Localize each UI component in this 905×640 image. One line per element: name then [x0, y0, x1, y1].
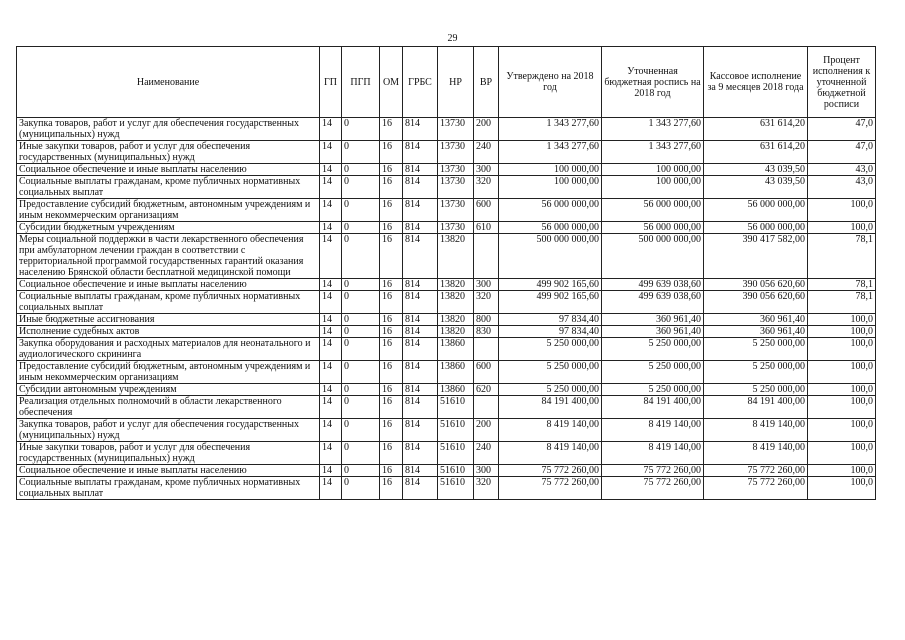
cell-grbs: 814 — [403, 465, 438, 477]
table-body — [17, 118, 876, 500]
cell-om: 16 — [380, 419, 403, 442]
cell-pgp: 0 — [342, 326, 380, 338]
budget-table — [16, 46, 876, 500]
cell-om: 16 — [380, 222, 403, 234]
cell-grbs: 814 — [403, 118, 438, 141]
cell-percent: 100,0 — [808, 314, 876, 326]
cell-grbs: 814 — [403, 477, 438, 500]
cell-refined: 360 961,40 — [602, 314, 704, 326]
page-number: 29 — [447, 33, 458, 44]
table-row — [17, 291, 876, 314]
cell-pgp: 0 — [342, 477, 380, 500]
cell-name: Закупка товаров, работ и услуг для обеспечения государственных (муниципальных) нужд — [17, 419, 320, 442]
cell-executed: 8 419 140,00 — [704, 419, 808, 442]
cell-vr: 610 — [474, 222, 499, 234]
cell-gp: 14 — [320, 164, 342, 176]
cell-grbs: 814 — [403, 234, 438, 279]
cell-vr: 600 — [474, 199, 499, 222]
cell-name: Субсидии бюджетным учреждениям — [17, 222, 320, 234]
cell-refined: 75 772 260,00 — [602, 477, 704, 500]
table-row — [17, 314, 876, 326]
table-row — [17, 234, 876, 279]
cell-approved: 5 250 000,00 — [499, 384, 602, 396]
table-row — [17, 396, 876, 419]
cell-om: 16 — [380, 396, 403, 419]
cell-refined: 5 250 000,00 — [602, 384, 704, 396]
cell-om: 16 — [380, 361, 403, 384]
cell-executed: 631 614,20 — [704, 141, 808, 164]
cell-grbs: 814 — [403, 164, 438, 176]
cell-pgp: 0 — [342, 141, 380, 164]
cell-nr: 51610 — [438, 477, 474, 500]
cell-approved: 499 902 165,60 — [499, 279, 602, 291]
cell-pgp: 0 — [342, 291, 380, 314]
cell-approved: 97 834,40 — [499, 314, 602, 326]
column-header-percent: Процент исполнения к уточненной бюджетной росписи — [808, 47, 876, 118]
cell-pgp: 0 — [342, 442, 380, 465]
cell-approved: 8 419 140,00 — [499, 419, 602, 442]
cell-percent: 43,0 — [808, 176, 876, 199]
cell-percent: 100,0 — [808, 361, 876, 384]
table-row — [17, 338, 876, 361]
cell-om: 16 — [380, 465, 403, 477]
cell-name: Социальное обеспечение и иные выплаты населению — [17, 164, 320, 176]
cell-om: 16 — [380, 326, 403, 338]
cell-executed: 43 039,50 — [704, 176, 808, 199]
cell-grbs: 814 — [403, 419, 438, 442]
cell-grbs: 814 — [403, 222, 438, 234]
cell-vr: 320 — [474, 176, 499, 199]
cell-nr: 13820 — [438, 234, 474, 279]
cell-percent: 78,1 — [808, 279, 876, 291]
cell-grbs: 814 — [403, 361, 438, 384]
cell-om: 16 — [380, 291, 403, 314]
cell-om: 16 — [380, 279, 403, 291]
cell-name: Исполнение судебных актов — [17, 326, 320, 338]
cell-nr: 51610 — [438, 419, 474, 442]
table-row — [17, 222, 876, 234]
cell-gp: 14 — [320, 326, 342, 338]
cell-gp: 14 — [320, 222, 342, 234]
cell-vr: 320 — [474, 477, 499, 500]
table-row — [17, 118, 876, 141]
cell-percent: 78,1 — [808, 291, 876, 314]
cell-vr — [474, 338, 499, 361]
cell-vr — [474, 396, 499, 419]
cell-pgp: 0 — [342, 465, 380, 477]
cell-executed: 56 000 000,00 — [704, 199, 808, 222]
cell-gp: 14 — [320, 361, 342, 384]
cell-percent: 100,0 — [808, 465, 876, 477]
cell-executed: 75 772 260,00 — [704, 477, 808, 500]
table-row — [17, 477, 876, 500]
cell-percent: 100,0 — [808, 326, 876, 338]
cell-vr: 240 — [474, 442, 499, 465]
table-row — [17, 164, 876, 176]
cell-nr: 13730 — [438, 176, 474, 199]
cell-om: 16 — [380, 118, 403, 141]
cell-vr: 240 — [474, 141, 499, 164]
cell-name: Субсидии автономным учреждениям — [17, 384, 320, 396]
cell-refined: 5 250 000,00 — [602, 338, 704, 361]
cell-executed: 5 250 000,00 — [704, 384, 808, 396]
cell-om: 16 — [380, 314, 403, 326]
cell-refined: 500 000 000,00 — [602, 234, 704, 279]
cell-gp: 14 — [320, 291, 342, 314]
cell-executed: 390 417 582,00 — [704, 234, 808, 279]
cell-gp: 14 — [320, 338, 342, 361]
cell-refined: 1 343 277,60 — [602, 141, 704, 164]
cell-name: Меры социальной поддержки в части лекарственного обеспечения при амбулаторном лечении граждан в соответствии с территориальной программой государственных гарантий оказания населению Брянской области бесплатной медицинской помощи — [17, 234, 320, 279]
cell-nr: 13860 — [438, 361, 474, 384]
cell-pgp: 0 — [342, 338, 380, 361]
cell-vr: 600 — [474, 361, 499, 384]
column-header-om: ОМ — [380, 47, 403, 118]
cell-gp: 14 — [320, 176, 342, 199]
cell-grbs: 814 — [403, 384, 438, 396]
cell-grbs: 814 — [403, 396, 438, 419]
cell-percent: 100,0 — [808, 419, 876, 442]
cell-name: Закупка товаров, работ и услуг для обеспечения государственных (муниципальных) нужд — [17, 118, 320, 141]
cell-grbs: 814 — [403, 314, 438, 326]
cell-nr: 13820 — [438, 326, 474, 338]
cell-name: Закупка оборудования и расходных материалов для неонатального и аудиологического скрининга — [17, 338, 320, 361]
cell-executed: 5 250 000,00 — [704, 338, 808, 361]
cell-om: 16 — [380, 234, 403, 279]
cell-gp: 14 — [320, 279, 342, 291]
cell-percent: 100,0 — [808, 222, 876, 234]
cell-om: 16 — [380, 199, 403, 222]
cell-percent: 100,0 — [808, 477, 876, 500]
cell-percent: 100,0 — [808, 396, 876, 419]
cell-nr: 13860 — [438, 384, 474, 396]
cell-pgp: 0 — [342, 234, 380, 279]
cell-approved: 84 191 400,00 — [499, 396, 602, 419]
cell-name: Социальное обеспечение и иные выплаты населению — [17, 465, 320, 477]
cell-pgp: 0 — [342, 419, 380, 442]
column-header-executed: Кассовое исполнение за 9 месяцев 2018 года — [704, 47, 808, 118]
column-header-vr: ВР — [474, 47, 499, 118]
column-header-gp: ГП — [320, 47, 342, 118]
cell-nr: 51610 — [438, 465, 474, 477]
cell-nr: 13820 — [438, 291, 474, 314]
cell-gp: 14 — [320, 141, 342, 164]
cell-grbs: 814 — [403, 176, 438, 199]
cell-grbs: 814 — [403, 279, 438, 291]
cell-vr: 320 — [474, 291, 499, 314]
cell-approved: 5 250 000,00 — [499, 361, 602, 384]
cell-executed: 56 000 000,00 — [704, 222, 808, 234]
cell-executed: 390 056 620,60 — [704, 279, 808, 291]
cell-gp: 14 — [320, 199, 342, 222]
cell-gp: 14 — [320, 477, 342, 500]
table-row — [17, 176, 876, 199]
cell-nr: 13730 — [438, 222, 474, 234]
cell-grbs: 814 — [403, 291, 438, 314]
cell-nr: 13730 — [438, 199, 474, 222]
cell-percent: 47,0 — [808, 141, 876, 164]
table-row — [17, 419, 876, 442]
cell-name: Иные бюджетные ассигнования — [17, 314, 320, 326]
cell-executed: 84 191 400,00 — [704, 396, 808, 419]
cell-refined: 499 639 038,60 — [602, 279, 704, 291]
cell-name: Социальные выплаты гражданам, кроме публичных нормативных социальных выплат — [17, 291, 320, 314]
cell-nr: 51610 — [438, 442, 474, 465]
cell-refined: 8 419 140,00 — [602, 442, 704, 465]
cell-percent: 43,0 — [808, 164, 876, 176]
cell-vr — [474, 234, 499, 279]
cell-refined: 499 639 038,60 — [602, 291, 704, 314]
cell-gp: 14 — [320, 384, 342, 396]
cell-pgp: 0 — [342, 396, 380, 419]
cell-approved: 5 250 000,00 — [499, 338, 602, 361]
cell-nr: 13730 — [438, 164, 474, 176]
cell-approved: 8 419 140,00 — [499, 442, 602, 465]
cell-percent: 78,1 — [808, 234, 876, 279]
cell-gp: 14 — [320, 118, 342, 141]
cell-om: 16 — [380, 338, 403, 361]
cell-percent: 100,0 — [808, 199, 876, 222]
cell-grbs: 814 — [403, 199, 438, 222]
cell-vr: 300 — [474, 465, 499, 477]
cell-vr: 200 — [474, 118, 499, 141]
cell-gp: 14 — [320, 419, 342, 442]
cell-nr: 13730 — [438, 118, 474, 141]
cell-executed: 360 961,40 — [704, 314, 808, 326]
cell-pgp: 0 — [342, 176, 380, 199]
cell-refined: 360 961,40 — [602, 326, 704, 338]
cell-percent: 47,0 — [808, 118, 876, 141]
cell-refined: 75 772 260,00 — [602, 465, 704, 477]
cell-vr: 800 — [474, 314, 499, 326]
cell-percent: 100,0 — [808, 442, 876, 465]
column-header-grbs: ГРБС — [403, 47, 438, 118]
cell-approved: 75 772 260,00 — [499, 465, 602, 477]
cell-om: 16 — [380, 442, 403, 465]
cell-refined: 56 000 000,00 — [602, 222, 704, 234]
cell-refined: 5 250 000,00 — [602, 361, 704, 384]
cell-percent: 100,0 — [808, 338, 876, 361]
table-row — [17, 384, 876, 396]
cell-approved: 1 343 277,60 — [499, 141, 602, 164]
cell-approved: 100 000,00 — [499, 164, 602, 176]
cell-grbs: 814 — [403, 338, 438, 361]
cell-executed: 8 419 140,00 — [704, 442, 808, 465]
cell-pgp: 0 — [342, 118, 380, 141]
cell-pgp: 0 — [342, 222, 380, 234]
cell-name: Социальные выплаты гражданам, кроме публичных нормативных социальных выплат — [17, 176, 320, 199]
cell-gp: 14 — [320, 396, 342, 419]
cell-om: 16 — [380, 176, 403, 199]
table-header — [17, 47, 876, 118]
cell-approved: 499 902 165,60 — [499, 291, 602, 314]
cell-executed: 631 614,20 — [704, 118, 808, 141]
cell-approved: 56 000 000,00 — [499, 199, 602, 222]
cell-executed: 43 039,50 — [704, 164, 808, 176]
cell-vr: 830 — [474, 326, 499, 338]
cell-refined: 100 000,00 — [602, 164, 704, 176]
cell-name: Иные закупки товаров, работ и услуг для обеспечения государственных (муниципальных) нужд — [17, 442, 320, 465]
table-row — [17, 361, 876, 384]
cell-nr: 13860 — [438, 338, 474, 361]
table-row — [17, 199, 876, 222]
cell-refined: 8 419 140,00 — [602, 419, 704, 442]
cell-vr: 200 — [474, 419, 499, 442]
cell-approved: 1 343 277,60 — [499, 118, 602, 141]
column-header-name: Наименование — [17, 47, 320, 118]
column-header-approved: Утверждено на 2018 год — [499, 47, 602, 118]
cell-executed: 360 961,40 — [704, 326, 808, 338]
cell-refined: 84 191 400,00 — [602, 396, 704, 419]
column-header-refined: Уточненная бюджетная роспись на 2018 год — [602, 47, 704, 118]
cell-refined: 100 000,00 — [602, 176, 704, 199]
table-row — [17, 442, 876, 465]
cell-gp: 14 — [320, 234, 342, 279]
cell-refined: 1 343 277,60 — [602, 118, 704, 141]
cell-pgp: 0 — [342, 279, 380, 291]
cell-nr: 51610 — [438, 396, 474, 419]
cell-name: Социальные выплаты гражданам, кроме публичных нормативных социальных выплат — [17, 477, 320, 500]
cell-percent: 100,0 — [808, 384, 876, 396]
cell-pgp: 0 — [342, 199, 380, 222]
table-row — [17, 465, 876, 477]
cell-vr: 300 — [474, 279, 499, 291]
cell-pgp: 0 — [342, 164, 380, 176]
cell-approved: 56 000 000,00 — [499, 222, 602, 234]
cell-om: 16 — [380, 164, 403, 176]
cell-om: 16 — [380, 477, 403, 500]
cell-approved: 75 772 260,00 — [499, 477, 602, 500]
cell-grbs: 814 — [403, 326, 438, 338]
cell-name: Предоставление субсидий бюджетным, автономным учреждениям и иным некоммерческим организациям — [17, 361, 320, 384]
cell-om: 16 — [380, 384, 403, 396]
cell-pgp: 0 — [342, 361, 380, 384]
cell-grbs: 814 — [403, 442, 438, 465]
cell-pgp: 0 — [342, 314, 380, 326]
cell-gp: 14 — [320, 465, 342, 477]
cell-refined: 56 000 000,00 — [602, 199, 704, 222]
cell-executed: 5 250 000,00 — [704, 361, 808, 384]
cell-gp: 14 — [320, 314, 342, 326]
cell-om: 16 — [380, 141, 403, 164]
cell-name: Иные закупки товаров, работ и услуг для обеспечения государственных (муниципальных) нужд — [17, 141, 320, 164]
table-row — [17, 326, 876, 338]
cell-nr: 13820 — [438, 314, 474, 326]
cell-gp: 14 — [320, 442, 342, 465]
column-header-nr: НР — [438, 47, 474, 118]
table-row — [17, 141, 876, 164]
cell-approved: 97 834,40 — [499, 326, 602, 338]
cell-approved: 100 000,00 — [499, 176, 602, 199]
column-header-pgp: ПГП — [342, 47, 380, 118]
cell-nr: 13820 — [438, 279, 474, 291]
cell-grbs: 814 — [403, 141, 438, 164]
cell-name: Реализация отдельных полномочий в области лекарственного обеспечения — [17, 396, 320, 419]
cell-nr: 13730 — [438, 141, 474, 164]
table-row — [17, 279, 876, 291]
cell-name: Предоставление субсидий бюджетным, автономным учреждениям и иным некоммерческим организациям — [17, 199, 320, 222]
cell-approved: 500 000 000,00 — [499, 234, 602, 279]
cell-vr: 620 — [474, 384, 499, 396]
cell-name: Социальное обеспечение и иные выплаты населению — [17, 279, 320, 291]
cell-pgp: 0 — [342, 384, 380, 396]
cell-vr: 300 — [474, 164, 499, 176]
cell-executed: 75 772 260,00 — [704, 465, 808, 477]
cell-executed: 390 056 620,60 — [704, 291, 808, 314]
